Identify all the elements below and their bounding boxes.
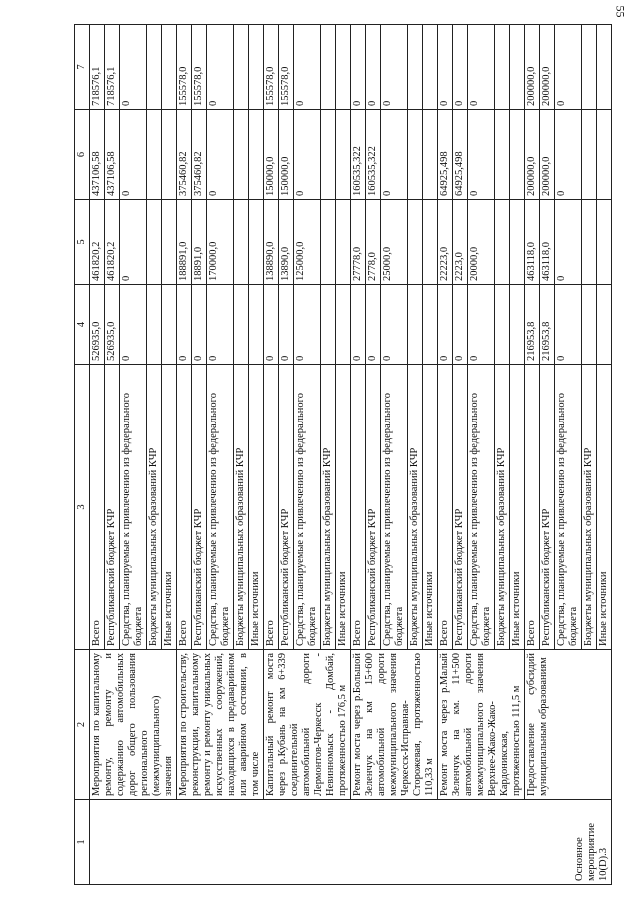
amount-cell-v4: 0 <box>294 285 321 365</box>
amount-cell-v6 <box>321 110 336 200</box>
table-row <box>177 25 192 885</box>
table-row <box>351 25 366 885</box>
amount-cell-v4: 0 <box>438 285 453 365</box>
amount-cell-v6: 64925,498 <box>438 110 453 200</box>
amount-cell-v7: 155578,0 <box>177 25 192 110</box>
amount-cell-v7: 0 <box>438 25 453 110</box>
amount-cell-v4 <box>234 285 249 365</box>
table-row <box>90 25 105 885</box>
amount-cell-v4: 0 <box>120 285 147 365</box>
amount-cell-v7 <box>234 25 249 110</box>
amount-cell-v4: 0 <box>177 285 192 365</box>
amount-cell-v4: 526935,0 <box>90 285 105 365</box>
event-description: Ремонт моста через р.Малый Зеленчук на км. 11+500 автомобильной дороги межмуниципального значения Верхнее-Жако-Жако-Кардоникская, протяженностью 111,5 м <box>438 650 525 800</box>
funding-source: Республиканский бюджет КЧР <box>192 365 207 650</box>
amount-cell-v6: 0 <box>120 110 147 200</box>
funding-source: Средства, планируемые к привлечению из федерального бюджета <box>207 365 234 650</box>
header-cell: 4 <box>75 285 90 365</box>
amount-cell-v7: 0 <box>381 25 408 110</box>
amount-cell-v4 <box>408 285 423 365</box>
amount-cell-v4: 216953,8 <box>525 285 540 365</box>
amount-cell-v5: 22223,0 <box>438 200 453 285</box>
amount-cell-v5: 0 <box>120 200 147 285</box>
header-cell: 1 <box>75 800 90 885</box>
funding-source: Бюджеты муниципальных образований КЧР <box>582 365 597 650</box>
amount-cell-v7 <box>582 25 597 110</box>
funding-source: Средства, планируемые к привлечению из федерального бюджета <box>120 365 147 650</box>
amount-cell-v5 <box>495 200 510 285</box>
amount-cell-v5 <box>234 200 249 285</box>
amount-cell-v6 <box>495 110 510 200</box>
funding-source: Всего <box>177 365 192 650</box>
amount-cell-v6 <box>234 110 249 200</box>
amount-cell-v5: 2778,0 <box>366 200 381 285</box>
amount-cell-v5: 13890,0 <box>279 200 294 285</box>
amount-cell-v5 <box>408 200 423 285</box>
event-description: Мероприятия по строительству, реконструкции, капитальному ремонту и ремонту уникальных искусственных сооружений, находящихся в предаварийном или аварийном состоянии, в том числе <box>177 650 264 800</box>
amount-cell-v7 <box>321 25 336 110</box>
amount-cell-v6: 0 <box>468 110 495 200</box>
table-row <box>264 25 279 885</box>
amount-cell-v6 <box>510 110 525 200</box>
amount-cell-v6: 375460,82 <box>177 110 192 200</box>
funding-source: Средства, планируемые к привлечению из федерального бюджета <box>294 365 321 650</box>
amount-cell-v5: 463118,0 <box>540 200 555 285</box>
amount-cell-v7: 200000,0 <box>525 25 540 110</box>
amount-cell-v4 <box>423 285 438 365</box>
funding-source: Бюджеты муниципальных образований КЧР <box>147 365 162 650</box>
amount-cell-v6: 150000,0 <box>264 110 279 200</box>
amount-cell-v5 <box>321 200 336 285</box>
amount-cell-v6 <box>162 110 177 200</box>
event-description: Предоставление субсидий муниципальным образованиям <box>525 650 612 800</box>
funding-source: Всего <box>264 365 279 650</box>
amount-cell-v4: 0 <box>381 285 408 365</box>
budget-table <box>74 24 612 885</box>
amount-cell-v5: 138890,0 <box>264 200 279 285</box>
funding-source: Всего <box>90 365 105 650</box>
amount-cell-v7: 155578,0 <box>279 25 294 110</box>
amount-cell-v4: 0 <box>351 285 366 365</box>
amount-cell-v4 <box>510 285 525 365</box>
amount-cell-v6: 0 <box>207 110 234 200</box>
amount-cell-v7 <box>336 25 351 110</box>
funding-source: Всего <box>438 365 453 650</box>
funding-source: Республиканский бюджет КЧР <box>453 365 468 650</box>
amount-cell-v7 <box>510 25 525 110</box>
amount-cell-v6: 160535,322 <box>366 110 381 200</box>
funding-source: Республиканский бюджет КЧР <box>540 365 555 650</box>
amount-cell-v4 <box>321 285 336 365</box>
amount-cell-v5: 125000,0 <box>294 200 321 285</box>
amount-cell-v4: 0 <box>279 285 294 365</box>
amount-cell-v7: 718576,1 <box>105 25 120 110</box>
amount-cell-v5: 461820,2 <box>90 200 105 285</box>
amount-cell-v4: 0 <box>453 285 468 365</box>
amount-cell-v7 <box>162 25 177 110</box>
funding-source: Иные источники <box>162 365 177 650</box>
amount-cell-v7 <box>423 25 438 110</box>
amount-cell-v6: 437106,58 <box>105 110 120 200</box>
header-cell: 3 <box>75 365 90 650</box>
amount-cell-v5: 20000,0 <box>468 200 495 285</box>
event-description: Капитальный ремонт моста через р.Кубань на км 6+339 соединительной автомобильной дороги Лермонтов-Черкесск - Невинномыск - Домбай, протяженностью 176,5 м <box>264 650 351 800</box>
header-cell: 5 <box>75 200 90 285</box>
amount-cell-v7: 0 <box>207 25 234 110</box>
amount-cell-v7: 0 <box>120 25 147 110</box>
amount-cell-v5: 18891,0 <box>192 200 207 285</box>
amount-cell-v5: 461820,2 <box>105 200 120 285</box>
amount-cell-v5: 0 <box>555 200 582 285</box>
amount-cell-v4: 0 <box>264 285 279 365</box>
funding-source: Средства, планируемые к привлечению из федерального бюджета <box>381 365 408 650</box>
amount-cell-v7: 0 <box>366 25 381 110</box>
amount-cell-v6: 437106,58 <box>90 110 105 200</box>
funding-source: Республиканский бюджет КЧР <box>279 365 294 650</box>
funding-source: Бюджеты муниципальных образований КЧР <box>234 365 249 650</box>
amount-cell-v4 <box>147 285 162 365</box>
amount-cell-v7: 155578,0 <box>264 25 279 110</box>
amount-cell-v4 <box>162 285 177 365</box>
amount-cell-v5 <box>249 200 264 285</box>
amount-cell-v6 <box>423 110 438 200</box>
amount-cell-v4 <box>336 285 351 365</box>
amount-cell-v7 <box>408 25 423 110</box>
amount-cell-v5: 2223,0 <box>453 200 468 285</box>
amount-cell-v4 <box>495 285 510 365</box>
amount-cell-v6 <box>336 110 351 200</box>
amount-cell-v7 <box>597 25 612 110</box>
funding-source: Республиканский бюджет КЧР <box>366 365 381 650</box>
amount-cell-v6 <box>597 110 612 200</box>
funding-source: Средства, планируемые к привлечению из федерального бюджета <box>468 365 495 650</box>
funding-source: Всего <box>525 365 540 650</box>
rotated-table-block <box>74 25 634 885</box>
amount-cell-v7: 0 <box>453 25 468 110</box>
amount-cell-v5: 27778,0 <box>351 200 366 285</box>
amount-cell-v7: 200000,0 <box>540 25 555 110</box>
amount-cell-v6 <box>249 110 264 200</box>
table-row <box>525 25 540 885</box>
header-cell: 6 <box>75 110 90 200</box>
amount-cell-v5 <box>336 200 351 285</box>
amount-cell-v7 <box>495 25 510 110</box>
amount-cell-v6: 0 <box>381 110 408 200</box>
funding-source: Иные источники <box>510 365 525 650</box>
amount-cell-v4 <box>597 285 612 365</box>
amount-cell-v7: 0 <box>294 25 321 110</box>
amount-cell-v7: 0 <box>555 25 582 110</box>
amount-cell-v5: 188891,0 <box>177 200 192 285</box>
funding-source: Иные источники <box>249 365 264 650</box>
amount-cell-v6: 200000,0 <box>525 110 540 200</box>
amount-cell-v7 <box>249 25 264 110</box>
amount-cell-v5 <box>510 200 525 285</box>
amount-cell-v4: 0 <box>555 285 582 365</box>
amount-cell-v4 <box>582 285 597 365</box>
amount-cell-v4: 0 <box>192 285 207 365</box>
amount-cell-v7: 0 <box>351 25 366 110</box>
amount-cell-v6: 150000,0 <box>279 110 294 200</box>
amount-cell-v4: 0 <box>366 285 381 365</box>
amount-cell-v6: 160535,322 <box>351 110 366 200</box>
amount-cell-v7 <box>147 25 162 110</box>
amount-cell-v7: 718576,1 <box>90 25 105 110</box>
amount-cell-v5 <box>423 200 438 285</box>
funding-source: Всего <box>351 365 366 650</box>
funding-source: Бюджеты муниципальных образований КЧР <box>408 365 423 650</box>
amount-cell-v4: 526935,0 <box>105 285 120 365</box>
amount-cell-v6: 64925,498 <box>453 110 468 200</box>
amount-cell-v4: 0 <box>468 285 495 365</box>
amount-cell-v5: 463118,0 <box>525 200 540 285</box>
main-event-cell: Основное мероприятие 10(D).3 <box>90 800 612 885</box>
amount-cell-v5 <box>597 200 612 285</box>
amount-cell-v6 <box>582 110 597 200</box>
amount-cell-v5: 170000,0 <box>207 200 234 285</box>
event-description: Ремонт моста через р.Большой Зеленчук на км 15+600 автомобильной дороги межмуниципального значения Черкесск-Исправная-Сторожевая, протяженностью 110,33 м <box>351 650 438 800</box>
amount-cell-v4: 0 <box>207 285 234 365</box>
amount-cell-v6 <box>408 110 423 200</box>
funding-source: Республиканский бюджет КЧР <box>105 365 120 650</box>
funding-source: Иные источники <box>423 365 438 650</box>
event-description: Мероприятия по капитальному ремонту, ремонту и содержанию автомобильных дорог общего пользования регионального (межмуниципального) значения <box>90 650 177 800</box>
funding-source: Иные источники <box>597 365 612 650</box>
amount-cell-v4: 216953,8 <box>540 285 555 365</box>
funding-source: Бюджеты муниципальных образований КЧР <box>321 365 336 650</box>
amount-cell-v6: 0 <box>555 110 582 200</box>
amount-cell-v6: 0 <box>294 110 321 200</box>
header-row <box>75 25 90 885</box>
header-cell: 7 <box>75 25 90 110</box>
page-number: 55 <box>613 5 628 18</box>
header-cell: 2 <box>75 650 90 800</box>
amount-cell-v4 <box>249 285 264 365</box>
funding-source: Средства, планируемые к привлечению из федерального бюджета <box>555 365 582 650</box>
amount-cell-v5 <box>147 200 162 285</box>
amount-cell-v7: 155578,0 <box>192 25 207 110</box>
amount-cell-v6 <box>147 110 162 200</box>
funding-source: Иные источники <box>336 365 351 650</box>
funding-source: Бюджеты муниципальных образований КЧР <box>495 365 510 650</box>
amount-cell-v6: 200000,0 <box>540 110 555 200</box>
amount-cell-v6: 375460,82 <box>192 110 207 200</box>
amount-cell-v7: 0 <box>468 25 495 110</box>
amount-cell-v5 <box>162 200 177 285</box>
amount-cell-v5: 25000,0 <box>381 200 408 285</box>
table-row <box>438 25 453 885</box>
amount-cell-v5 <box>582 200 597 285</box>
